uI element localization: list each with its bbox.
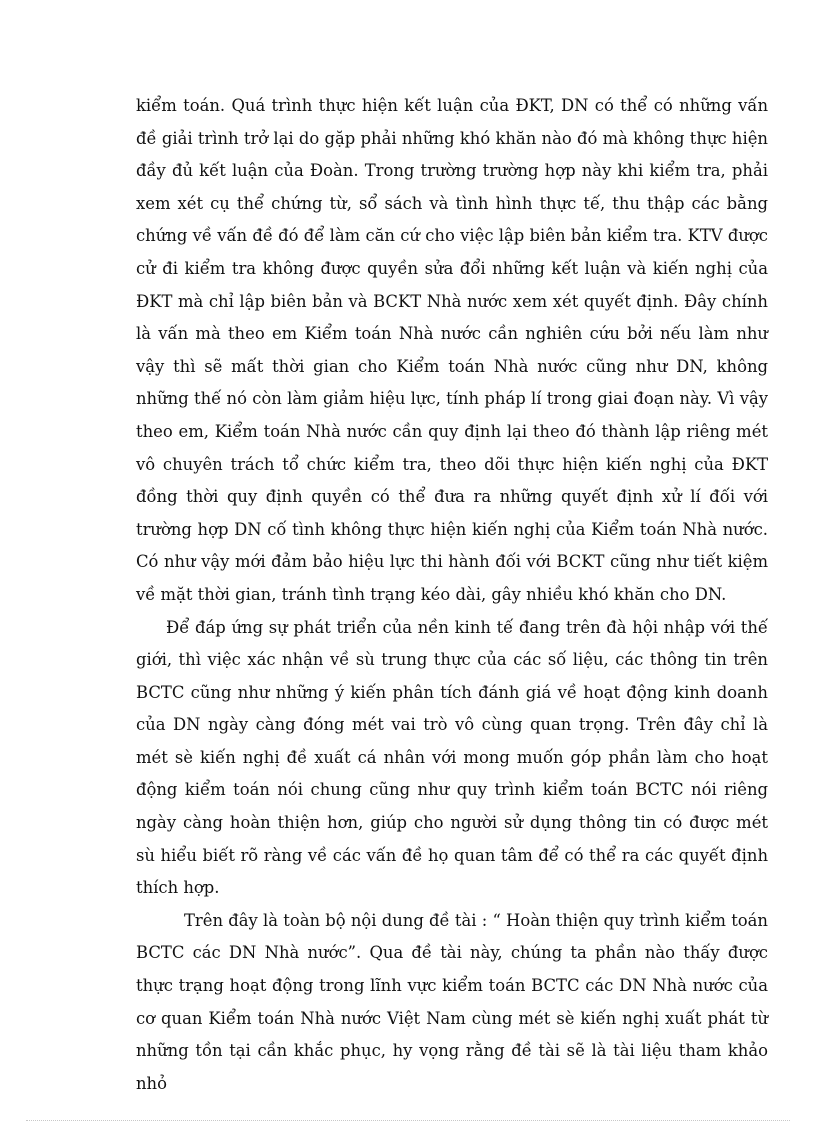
page-bottom-divider <box>26 1120 790 1121</box>
paragraph-development: Để đáp ứng sự phát triển của nền kinh tế đang trên đà hội nhập với thế giới, thì việc xác nhận về sù trung thực của các số liệu, các thông tin trên BCTC cũng như những ý kiến phân tích đánh giá về hoạt động kinh doanh của DN ngày càng đóng mét vai trò vô cùng quan trọng. Trên đây chỉ là mét sè kiến nghị đề xuất cá nhân với mong muốn góp phần làm cho hoạt động kiểm toán nói chung cũng như quy trình kiểm toán BCTC nói riêng ngày càng hoàn thiện hơn, giúp cho người sử dụng thông tin có được mét sù hiểu biết rõ ràng về các vấn đề họ quan tâm để có thể ra các quyết định thích hợp. <box>136 617 768 898</box>
paragraph-continuation: kiểm toán. Quá trình thực hiện kết luận của ĐKT, DN có thể có những vấn đề giải trình trở lại do gặp phải những khó khăn nào đó mà không thực hiện đầy đủ kết luận của Đoàn. Trong trường trường hợp này khi kiểm tra, phải xem xét cụ thể chứng từ, sổ sách và tình hình thực tế, thu thập các bằng chứng về vấn đề đó để làm căn cứ cho việc lập biên bản kiểm tra. KTV được cử đi kiểm tra không được quyền sửa đổi những kết luận và kiến nghị của ĐKT mà chỉ lập biên bản và BCKT Nhà nước xem xét quyết định. Đây chính là vấn mà theo em Kiểm toán Nhà nước cần nghiên cứu bởi nếu làm như vậy thì sẽ mất thời gian cho Kiểm toán Nhà nước cũng như DN, không những thế nó còn làm giảm hiệu lực, tính pháp lí trong giai đoạn này. Vì vậy theo em, Kiểm toán Nhà nước cần quy định lại theo đó thành lập riêng mét vô chuyên trách tổ chức kiểm tra, theo dõi thực hiện kiến nghị của ĐKT đồng thời quy định quyền có thể đưa ra những quyết định xử lí đối với trường hợp DN cố tình không thực hiện kiến nghị của Kiểm toán Nhà nước. Có như vậy mới đảm bảo hiệu lực thi hành đối với BCKT cũng như tiết kiệm về mặt thời gian, tránh tình trạng kéo dài, gây nhiều khó khăn cho DN. <box>136 96 768 604</box>
paragraph-conclusion: Trên đây là toàn bộ nội dung đề tài : “ Hoàn thiện quy trình kiểm toán BCTC các DN Nhà nước”. Qua đề tài này, chúng ta phần nào thấy được thực trạng hoạt động trong lĩnh vực kiểm toán BCTC các DN Nhà nước của cơ quan Kiểm toán Nhà nước Việt Nam cùng mét sè kiến nghị xuất phát từ những tồn tại cần khắc phục, hy vọng rằng đề tài sẽ là tài liệu tham khảo nhỏ <box>136 910 768 1093</box>
body-text <box>136 90 768 1100</box>
